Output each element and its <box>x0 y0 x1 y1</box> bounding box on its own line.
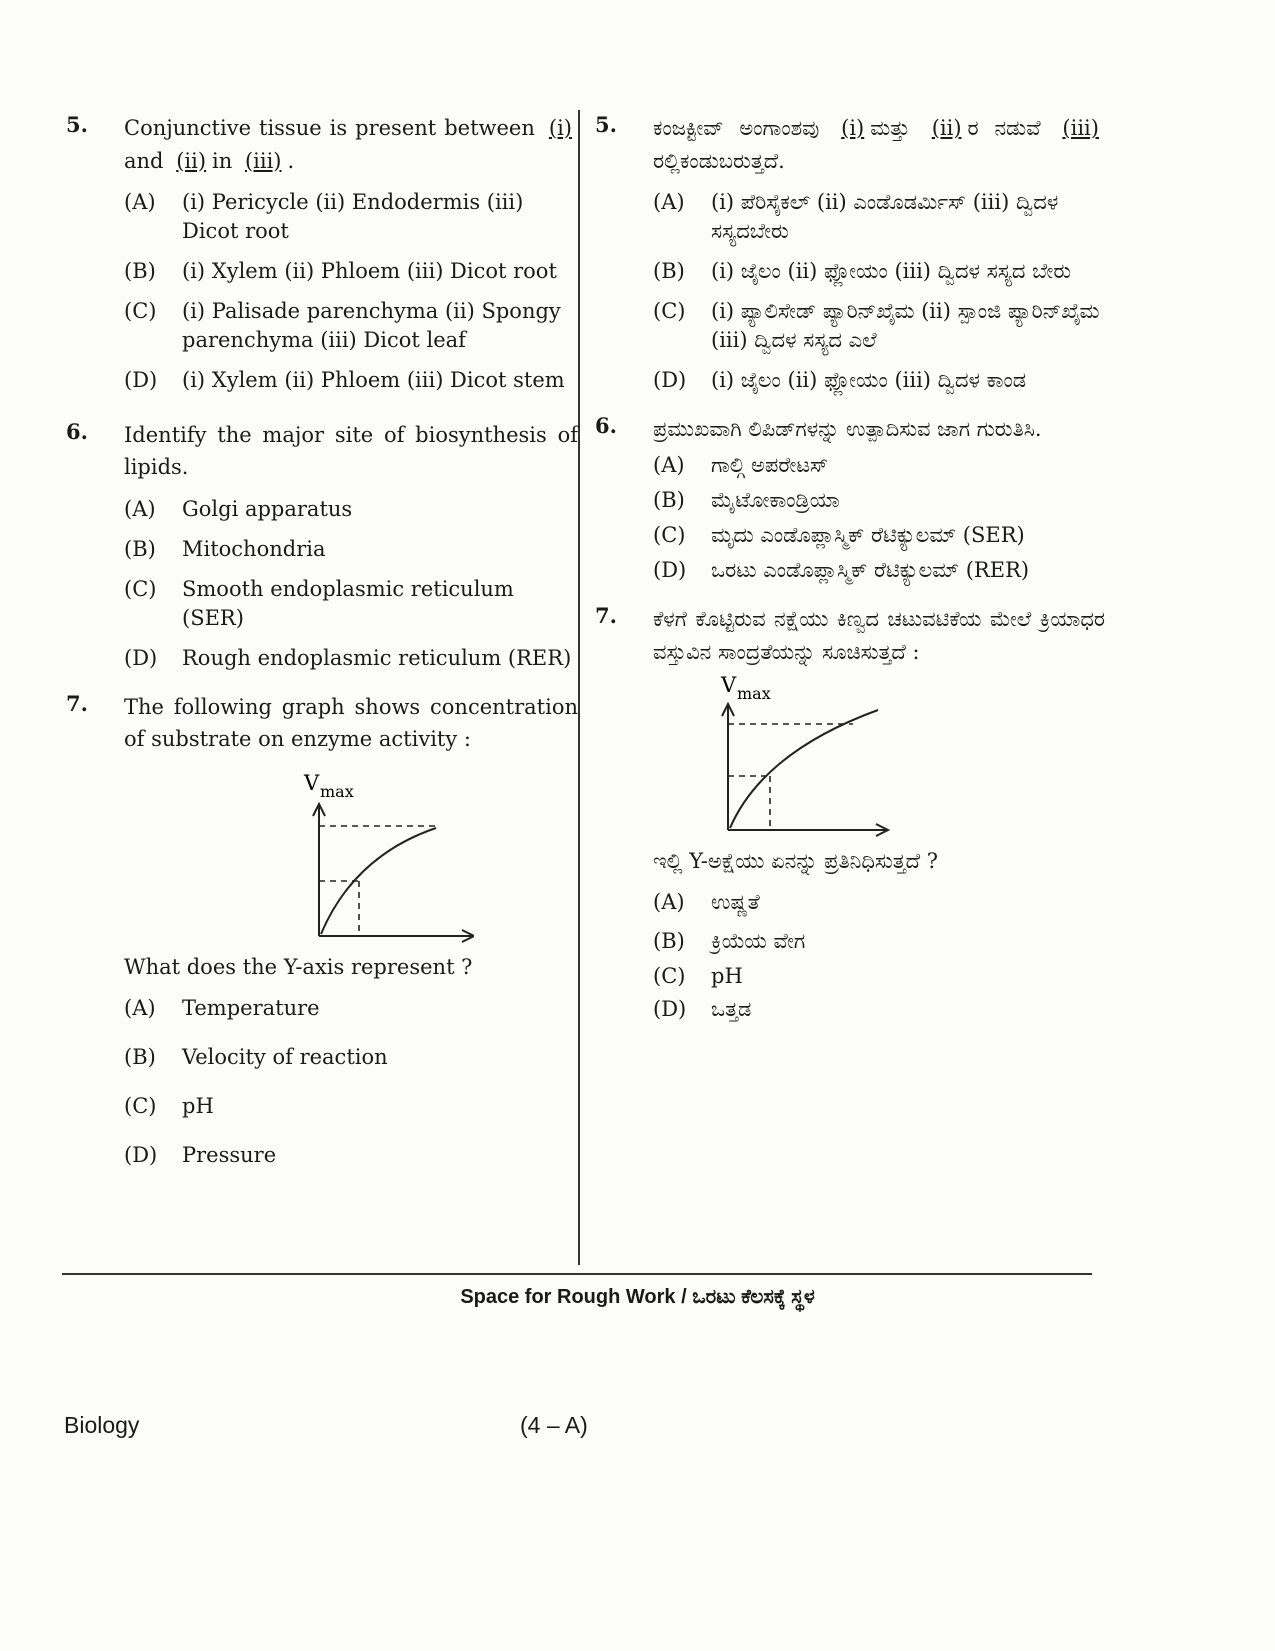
question-5-en <box>66 112 578 395</box>
blank-2: (ii) <box>931 116 962 140</box>
enzyme-graph <box>683 670 1105 840</box>
option-d: (D) Rough endoplasmic reticulum (RER) <box>124 645 572 670</box>
question-text: Conjunctive tissue is present between (i)and (ii) in (iii) . <box>124 112 578 177</box>
question-text: Identify the major site of biosynthesis of lipids. <box>124 422 578 480</box>
question-5-kn <box>595 112 1105 395</box>
option-a: (A) Temperature <box>124 996 320 1021</box>
question-text: ಕಂಜಕ್ಟೀವ್ ಅಂಗಾಂಶವು (i) ಮತ್ತು (ii) ರ ನಡುವೆ (iii)ರಲ್ಲಿಕಂಡುಬರುತ್ತದೆ. <box>653 112 1105 177</box>
question-number: 6. <box>595 412 617 438</box>
question-6-en <box>66 419 578 673</box>
option-c: (C) Smooth endoplasmic reticulum (SER) <box>124 576 514 630</box>
option-b: (B) (i) Xylem (ii) Phloem (iii) Dicot root <box>124 259 557 284</box>
option-d: (D) (i) ಜೈಲಂ (ii) ಫ್ಲೋಯಂ (iii) ದ್ವಿದಳ ಕಾಂಡ <box>653 367 1027 392</box>
option-a: (A) ಗಾಲ್ಗಿ ಅಪರೇಟಸ್ <box>653 453 828 478</box>
option-c: (C) pH <box>124 1094 214 1119</box>
graph-question: ಇಲ್ಲಿ Y-ಅಕ್ಷೆಯು ಏನನ್ನು ಪ್ರತಿನಿಧಿಸುತ್ತದೆ ? <box>653 849 939 874</box>
blank-1: (i) <box>841 116 865 140</box>
vmax-subscript: max <box>320 781 354 801</box>
option-a: (A) (i) ಪೆರಿಸೈಕಲ್ (ii) ಎಂಡೊಡರ್ಮಿಸ್ (iii) ದ್ವಿದಳ ಸಸ್ಯದಬೇರು <box>653 190 1059 244</box>
question-6-kn <box>595 413 1105 585</box>
question-number: 6. <box>66 418 88 444</box>
enzyme-graph-svg <box>683 670 893 840</box>
option-c: (C) (i) Palisade parenchyma (ii) Spongy parenchyma (iii) Dicot leaf <box>124 299 561 352</box>
option-d: (D) Pressure <box>124 1143 277 1168</box>
option-c: (C) (i) ಪ್ಯಾಲಿಸೇಡ್ ಪ್ಯಾರಿನ್‌ಖೈಮ (ii) ಸ್ಪಾಂಜಿ ಪ್ಯಾರಿನ್‌ಖೈಮ (iii) ದ್ವಿದಳ ಸಸ್ಯದ ಎಲೆ <box>653 299 1100 352</box>
blank-1: (i) <box>548 116 572 140</box>
rough-work-label: Space for Rough Work / ಒರಟು ಕೆಲಸಕ್ಕೆ ಸ್ಥಳ <box>460 1286 815 1308</box>
question-number: 5. <box>66 112 88 137</box>
option-b: (B) ಮೈಟೋಕಾಂಡ್ರಿಯಾ <box>653 488 840 513</box>
kannada-column <box>595 112 1105 1042</box>
blank-3: (iii) <box>1062 116 1099 140</box>
option-d: (D) (i) Xylem (ii) Phloem (iii) Dicot stem <box>124 367 565 392</box>
english-column <box>66 112 578 1188</box>
option-a: (A) ಉಷ್ಣತೆ <box>653 889 760 914</box>
option-a: (A) Golgi apparatus <box>124 497 353 521</box>
footer-divider <box>62 1273 1092 1275</box>
enzyme-graph <box>264 766 578 946</box>
question-text: The following graph shows concentration of substrate on enzyme activity : <box>124 694 578 752</box>
option-b: (B) ಕ್ರಿಯೆಯ ವೇಗ <box>653 928 806 953</box>
blank-2: (ii) <box>176 148 207 173</box>
saturation-curve <box>730 710 878 828</box>
option-c: (C) pH <box>653 963 743 988</box>
option-c: (C) ಮೃದು ಎಂಡೊಪ್ಲಾಸ್ಮಿಕ್ ರೆಟಿಕ್ಯುಲಮ್ (SER) <box>653 523 1025 548</box>
question-7-en <box>66 691 578 1170</box>
question-text: ಕೆಳಗೆ ಕೊಟ್ಟಿರುವ ನಕ್ಷೆಯು ಕಿಣ್ವದ ಚಟುವಟಿಕೆಯ ಮೇಲೆ ಕ್ರಿಯಾಧರ ವಸ್ತುವಿನ ಸಾಂದ್ರತೆಯನ್ನು ಸೂಚಿಸುತ್ತದೆ : <box>653 607 1105 664</box>
vmax-label: V <box>721 673 737 698</box>
page-number: (4 – A) <box>520 1412 588 1438</box>
vmax-subscript: max <box>737 684 771 704</box>
question-number: 5. <box>595 112 617 137</box>
option-b: (B) Mitochondria <box>124 536 326 561</box>
question-text: ಪ್ರಮುಖವಾಗಿ ಲಿಪಿಡ್‌ಗಳನ್ನು ಉತ್ಪಾದಿಸುವ ಜಾಗ ಗುರುತಿಸಿ. <box>653 416 1042 441</box>
option-d: (D) ಒತ್ತಡ <box>653 996 752 1021</box>
subject-label: Biology <box>64 1412 140 1438</box>
question-7-kn <box>595 603 1105 1023</box>
saturation-curve <box>321 828 436 934</box>
option-d: (D) ಒರಟು ಎಂಡೊಪ್ಲಾಸ್ಮಿಕ್ ರೆಟಿಕ್ಯುಲಮ್ (RER) <box>653 558 1030 583</box>
question-number: 7. <box>595 603 617 629</box>
blank-3: (iii) <box>244 148 282 173</box>
vmax-label: V <box>304 770 320 795</box>
option-a: (A) (i) Pericycle (ii) Endodermis (iii) Dicot root <box>124 190 524 244</box>
question-number: 7. <box>66 690 88 716</box>
enzyme-graph-svg <box>264 766 474 946</box>
column-divider <box>578 110 580 1265</box>
option-b: (B) (i) ಜೈಲಂ (ii) ಫ್ಲೋಯಂ (iii) ದ್ವಿದಳ ಸಸ್ಯದ ಬೇರು <box>653 259 1072 284</box>
graph-question: What does the Y-axis represent ? <box>124 954 473 979</box>
option-b: (B) Velocity of reaction <box>124 1045 388 1070</box>
